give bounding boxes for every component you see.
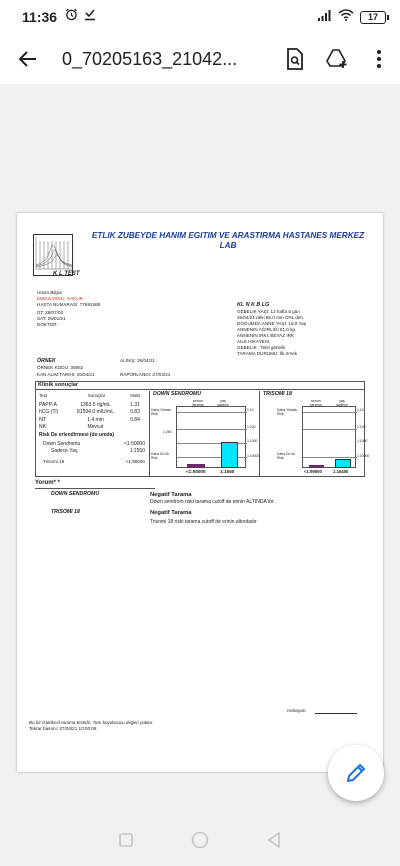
hospital-title-line2: LAB [219, 241, 237, 250]
search-in-document-button[interactable] [274, 34, 316, 84]
tick-line [303, 457, 357, 458]
down-tick-label: 1:100 [247, 425, 256, 429]
edit-fab-button[interactable] [328, 745, 384, 801]
download-done-icon [84, 8, 96, 26]
down-tick-label: 1:1000 [247, 439, 258, 443]
patient-sat: SAT: 25/01/21 [37, 316, 66, 321]
hospital-title [83, 231, 373, 251]
wifi-icon [338, 8, 354, 26]
file-title: 0_70205163_21042... [62, 48, 238, 69]
alarm-icon [65, 8, 78, 26]
table-row: hCG (Tl) 81594.0 mIU/mL 0.83 [39, 409, 140, 415]
table-row: NK: Mevcut [39, 424, 104, 430]
patient-name: EBM KARSLI, SAKUR [37, 296, 83, 301]
pencil-icon [345, 762, 367, 784]
results-header: Klinik sonuçlar [38, 382, 79, 388]
trisomi-chart-plot [302, 406, 356, 468]
battery-icon: 17 [360, 11, 386, 24]
down-syndrome-chart [150, 391, 260, 477]
risk-row: Trisomi 18 <1:99000 [43, 459, 145, 464]
signal-icon [318, 8, 332, 26]
trisomi-serum-bar [309, 465, 324, 468]
table-row: NT 1.4 mm 0.84 [39, 417, 140, 423]
more-options-button[interactable] [358, 34, 400, 84]
sample-code: ÖRNEK KODU: 35962 [37, 365, 84, 370]
comment-item-result: Negatif Tarama [150, 510, 192, 516]
comment-divider [35, 488, 155, 489]
down-tick-label: 1:10000 [247, 454, 260, 458]
recents-icon [119, 833, 133, 847]
comment-item-name: DOWN SENDROMU [51, 491, 100, 497]
trisomi-tick-label: 1:100 [357, 425, 366, 429]
down-serum-risk-label: <1:50000 [186, 469, 206, 474]
tick-line [303, 412, 357, 413]
risk-header: Risk De erlendirmesi (do umda) [39, 432, 115, 438]
signature-label: noslayan: [287, 708, 307, 713]
trisomi-tick-label: 1:10000 [357, 454, 370, 458]
sample-header: ÖRNEK [37, 358, 56, 364]
comment-header: Yorum* * [35, 480, 60, 486]
sample-taken: ALINIŞ: 26/04/21 [120, 358, 155, 363]
print-date: Tekrar basımı: 27/04/21 10:00:08 [29, 726, 97, 731]
trisomi-col-label-age: yaş sadece [336, 399, 348, 407]
sample-report: RAPORLANDI: 27/04/21 [120, 372, 171, 377]
logo-text: K L TEST [53, 271, 80, 277]
clinical-line: GEBELIK : Tekil gebelik [237, 345, 286, 350]
navigation-bar [0, 819, 400, 866]
risk-row: Sadece Yaş 1:1550 [51, 448, 145, 454]
add-to-drive-icon [326, 49, 348, 69]
signature-line [315, 713, 357, 714]
down-serum-bar [187, 464, 205, 468]
trisomy-18-chart [260, 391, 370, 477]
down-age-bar [221, 442, 238, 468]
down-chart-plot [176, 406, 246, 468]
down-col-label-age: yaş sadece [217, 399, 229, 407]
sample-received: KAN ALIM TARIHI: 26/04/21 [37, 372, 95, 377]
trisomi-col-label-serum: serum tarama [310, 399, 322, 407]
status-bar [0, 0, 400, 34]
clinical-line: AILE HIKAYESI: [237, 339, 271, 344]
clinical-header: KL N K B LG [237, 302, 270, 308]
trisomi-tick-label: 1:1000 [357, 439, 368, 443]
results-columns [39, 393, 146, 399]
trisomi-higher-risk: Daha Yüksek Risk [277, 408, 298, 416]
trisomi-age-bar [335, 459, 351, 468]
clinical-line: TARAMA DURUMU: İlk örnek [237, 351, 298, 356]
down-tick-label: 1:250 [163, 430, 172, 434]
clock: 11:36 [22, 9, 58, 25]
back-nav-button[interactable] [267, 832, 281, 853]
trisomi-lower-risk: Daha Dü ük Risk [277, 452, 295, 460]
clinical-line: ANNENIN AĞIRLIĞI 61.0 kg [237, 327, 295, 332]
patient-birth: DT: 28/07/02 [37, 310, 64, 315]
recents-button[interactable] [119, 833, 133, 852]
col-test: Test [39, 393, 48, 398]
lab-logo [33, 234, 73, 276]
home-button[interactable] [191, 831, 209, 854]
tick-line [177, 412, 247, 413]
risk-row: Down Sendromu <1:50000 [43, 441, 145, 447]
col-results: Sonuçlar [87, 393, 106, 398]
trisomi-tick-label: 1:10 [357, 408, 364, 412]
clinical-line: ANNENIN IRKI: BEYAZ IRK [237, 333, 295, 338]
results-table [35, 391, 150, 477]
tick-line [177, 429, 247, 430]
clinical-line: 26/04/21 deki 65.0 mm CRL den. [237, 315, 305, 320]
down-col-label-serum: serum tarama [192, 399, 204, 407]
clinical-lines [237, 309, 306, 357]
patient-doctor: DOKTOR: [37, 322, 58, 327]
patient-file-no: HASTA NUMARASI: 77683468 [37, 302, 101, 307]
patient-label: Hasta Bilgisi [37, 290, 63, 295]
add-to-drive-button[interactable] [316, 34, 358, 84]
trisomi-serum-risk-label: <1:99000 [304, 469, 322, 474]
more-vert-icon [376, 49, 382, 69]
home-icon [191, 831, 209, 849]
back-button[interactable] [0, 34, 56, 84]
down-lower-risk: Daha Dü ük Risk [151, 452, 169, 460]
table-row: PAPP-A 1363.5 ng/mL 1.31 [39, 402, 140, 408]
clinical-line: DOĞUMDA ANNE YAŞI: 19.0 Yaş [237, 321, 307, 326]
results-header-bar [35, 381, 365, 390]
back-triangle-icon [267, 832, 281, 848]
footer-note: Bu bir istatiksel tarama testidir. Tanı koyducucu değeri yoktur. [29, 720, 154, 725]
down-chart-title: DOWN SENDROMU [153, 391, 202, 397]
trisomi-age-risk-label: 1:15400 [333, 469, 349, 474]
hospital-title-line1: ETLIK ZUBEYDE HANIM EGITIM VE ARASTIRMA HASTANES MERKEZ [91, 231, 365, 240]
pdf-viewer[interactable] [0, 84, 400, 819]
col-mom: MoM [130, 393, 140, 398]
down-tick-label: 1:10 [247, 408, 254, 412]
down-higher-risk: Daha Yüksek Risk [151, 408, 172, 416]
comment-item-detail: Down sendrom riski tarama cutoff de erinin ALTINDA'dır. [150, 499, 275, 505]
search-document-icon [285, 48, 305, 70]
down-age-risk-label: 1:1550 [220, 469, 235, 474]
app-bar [0, 34, 400, 84]
document-page [17, 213, 383, 772]
comment-item-name: TRISOMI 18 [51, 509, 80, 515]
trisomi-chart-title: TRISOMI 18 [263, 391, 292, 397]
comment-item-result: Negatif Tarama [150, 492, 192, 498]
clinical-line: GEBELIK YAŞI: 12 hafta 5 gün [237, 309, 300, 314]
back-arrow-icon [18, 49, 38, 69]
tick-line [303, 429, 357, 430]
comment-item-detail: Trisomi 18 riski tarama cutoff de erinin altındadır [150, 519, 257, 525]
